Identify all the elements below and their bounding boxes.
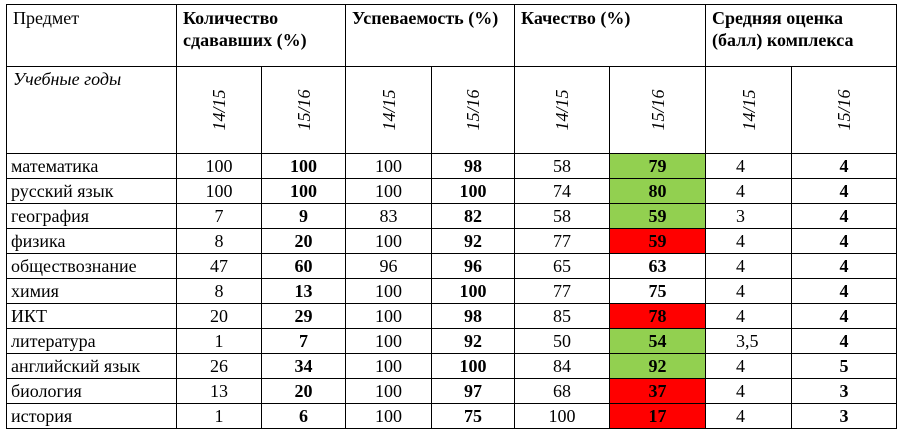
value-cell: 4	[792, 254, 897, 279]
subject-name: физика	[7, 229, 177, 254]
value-cell: 4	[706, 304, 792, 329]
value-cell: 77	[515, 279, 610, 304]
header-quality: Качество (%)	[515, 5, 706, 67]
header-subject: Предмет	[7, 5, 177, 67]
value-cell: 3	[706, 204, 792, 229]
value-cell: 100	[432, 354, 515, 379]
value-cell: 60	[262, 254, 346, 279]
value-cell: 100	[432, 279, 515, 304]
header-average-grade: Средняя оценка (балл) комплекса	[706, 5, 897, 67]
table-row	[7, 404, 897, 429]
value-cell: 17	[610, 404, 706, 429]
value-cell: 1	[177, 329, 262, 354]
value-cell: 65	[515, 254, 610, 279]
grades-table	[6, 4, 897, 429]
subject-name: английский язык	[7, 354, 177, 379]
value-cell: 100	[346, 279, 432, 304]
years-label: Учебные годы	[7, 67, 177, 154]
value-cell: 63	[610, 254, 706, 279]
value-cell: 4	[792, 204, 897, 229]
value-cell: 100	[346, 154, 432, 179]
header-progress: Успеваемость (%)	[346, 5, 515, 67]
value-cell: 20	[262, 229, 346, 254]
value-cell: 85	[515, 304, 610, 329]
value-cell: 100	[346, 179, 432, 204]
subject-name: география	[7, 204, 177, 229]
table-row	[7, 354, 897, 379]
value-cell: 97	[432, 379, 515, 404]
value-cell: 80	[610, 179, 706, 204]
subject-name: русский язык	[7, 179, 177, 204]
table-row	[7, 304, 897, 329]
header-participation: Количество сдававших (%)	[177, 5, 346, 67]
subject-name: химия	[7, 279, 177, 304]
value-cell: 4	[706, 229, 792, 254]
value-cell: 92	[432, 229, 515, 254]
year-header: 14/15	[706, 67, 792, 154]
value-cell: 4	[706, 404, 792, 429]
value-cell: 9	[262, 204, 346, 229]
value-cell: 8	[177, 279, 262, 304]
table-row	[7, 279, 897, 304]
value-cell: 92	[610, 354, 706, 379]
value-cell: 84	[515, 354, 610, 379]
value-cell: 4	[792, 279, 897, 304]
value-cell: 100	[346, 304, 432, 329]
year-header: 15/16	[610, 67, 706, 154]
value-cell: 4	[706, 179, 792, 204]
value-cell: 47	[177, 254, 262, 279]
value-cell: 13	[262, 279, 346, 304]
value-cell: 4	[792, 154, 897, 179]
table-row	[7, 154, 897, 179]
subject-name: математика	[7, 154, 177, 179]
value-cell: 34	[262, 354, 346, 379]
value-cell: 100	[346, 229, 432, 254]
value-cell: 96	[432, 254, 515, 279]
value-cell: 4	[706, 379, 792, 404]
value-cell: 26	[177, 354, 262, 379]
value-cell: 78	[610, 304, 706, 329]
table-row	[7, 379, 897, 404]
years-row	[7, 67, 897, 154]
value-cell: 100	[515, 404, 610, 429]
value-cell: 20	[262, 379, 346, 404]
value-cell: 59	[610, 204, 706, 229]
value-cell: 3	[792, 379, 897, 404]
value-cell: 75	[610, 279, 706, 304]
subject-name: ИКТ	[7, 304, 177, 329]
value-cell: 54	[610, 329, 706, 354]
value-cell: 77	[515, 229, 610, 254]
value-cell: 100	[177, 154, 262, 179]
table-row	[7, 254, 897, 279]
value-cell: 20	[177, 304, 262, 329]
value-cell: 29	[262, 304, 346, 329]
value-cell: 6	[262, 404, 346, 429]
value-cell: 100	[346, 404, 432, 429]
value-cell: 92	[432, 329, 515, 354]
value-cell: 4	[792, 229, 897, 254]
value-cell: 100	[177, 179, 262, 204]
value-cell: 4	[706, 279, 792, 304]
value-cell: 7	[177, 204, 262, 229]
value-cell: 100	[262, 179, 346, 204]
value-cell: 100	[262, 154, 346, 179]
year-header: 14/15	[177, 67, 262, 154]
value-cell: 4	[792, 179, 897, 204]
subject-name: литература	[7, 329, 177, 354]
value-cell: 37	[610, 379, 706, 404]
table-row	[7, 179, 897, 204]
year-header: 15/16	[262, 67, 346, 154]
value-cell: 4	[706, 254, 792, 279]
subject-name: обществознание	[7, 254, 177, 279]
header-row	[7, 5, 897, 67]
value-cell: 59	[610, 229, 706, 254]
value-cell: 100	[346, 379, 432, 404]
year-header: 15/16	[792, 67, 897, 154]
value-cell: 4	[792, 304, 897, 329]
value-cell: 96	[346, 254, 432, 279]
value-cell: 7	[262, 329, 346, 354]
value-cell: 3	[792, 404, 897, 429]
value-cell: 58	[515, 154, 610, 179]
value-cell: 50	[515, 329, 610, 354]
value-cell: 98	[432, 154, 515, 179]
subject-name: биология	[7, 379, 177, 404]
value-cell: 100	[346, 354, 432, 379]
value-cell: 79	[610, 154, 706, 179]
value-cell: 100	[432, 179, 515, 204]
table-row	[7, 329, 897, 354]
value-cell: 5	[792, 354, 897, 379]
value-cell: 8	[177, 229, 262, 254]
value-cell: 98	[432, 304, 515, 329]
value-cell: 13	[177, 379, 262, 404]
value-cell: 75	[432, 404, 515, 429]
value-cell: 82	[432, 204, 515, 229]
value-cell: 68	[515, 379, 610, 404]
subject-name: история	[7, 404, 177, 429]
value-cell: 4	[792, 329, 897, 354]
table-row	[7, 229, 897, 254]
value-cell: 1	[177, 404, 262, 429]
value-cell: 4	[706, 354, 792, 379]
value-cell: 4	[706, 154, 792, 179]
value-cell: 100	[346, 329, 432, 354]
value-cell: 3,5	[706, 329, 792, 354]
table-row	[7, 204, 897, 229]
year-header: 14/15	[515, 67, 610, 154]
value-cell: 83	[346, 204, 432, 229]
year-header: 14/15	[346, 67, 432, 154]
value-cell: 58	[515, 204, 610, 229]
value-cell: 74	[515, 179, 610, 204]
year-header: 15/16	[432, 67, 515, 154]
